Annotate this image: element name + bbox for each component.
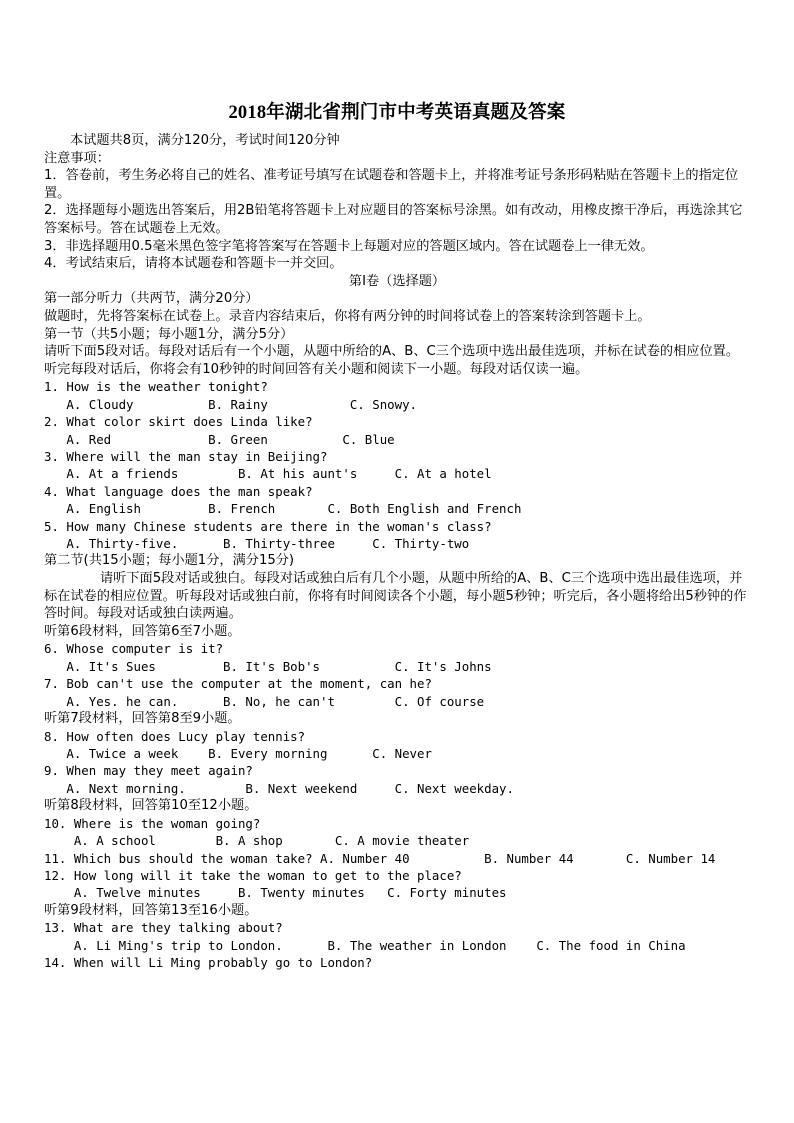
question-stem: 13. What are they talking about? xyxy=(44,920,283,936)
group-label: 听第9段材料，回答第13至16小题。 xyxy=(44,902,258,918)
question-stem: 6. Whose computer is it? xyxy=(44,641,224,657)
question-options: A. Yes. he can. B. No, he can't C. Of course xyxy=(44,693,485,709)
section2-group xyxy=(44,710,750,797)
section2-instruction: 请听下面5段对话或独白。每段对话或独白后有几个小题，从题中所给的A、B、C三个选项中选出最佳选项，并标在试卷的相应位置。听每段对话或独白前，你将有时间阅读各个小题，每小题5秒钟；听完后，各小题将给出5秒钟的作答时间。每段对话或独白读两遍。 xyxy=(44,570,747,622)
notice-item-4: 4．考试结束后，请将本试题卷和答题卡一并交回。 xyxy=(44,256,343,272)
question-options: A. Twelve minutes B. Twenty minutes C. Forty minutes xyxy=(44,885,507,901)
notice-label: 注意事项： xyxy=(44,150,110,166)
question-options: A. Next morning. B. Next weekend C. Next weekday. xyxy=(44,780,514,796)
question-stem: 2. What color skirt does Linda like? xyxy=(44,414,313,430)
section1-part1-instruction: 请听下面5段对话。每段对话后有一个小题，从题中所给的A、B、C三个选项中选出最佳选项，并标在试卷的相应位置。听完每段对话后，你将会有10秒钟的时间回答有关小题和阅读下一小题。每段对话仅读一遍。 xyxy=(44,344,740,377)
question-options: A. Twice a week B. Every morning C. Never xyxy=(44,745,432,761)
question-options: A. English B. French C. Both English and French xyxy=(44,501,522,517)
page-title: 2018年湖北省荆门市中考英语真题及答案 xyxy=(228,103,566,123)
group-label: 听第6段材料，回答第6至7小题。 xyxy=(44,623,241,639)
question-stem: 10. Where is the woman going? xyxy=(44,815,261,831)
question-options: A. Red B. Green C. Blue xyxy=(44,431,395,447)
question-options: A. At a friends B. At his aunt's C. At a hotel xyxy=(44,466,492,482)
question-stem: 12. How long will it take the woman to get to the place? xyxy=(44,868,462,883)
question-stem: 7. Bob can't use the computer at the moment, can he? xyxy=(44,676,432,692)
question-stem: 4. What language does the man speak? xyxy=(44,483,313,499)
question-stem: 8. How often does Lucy play tennis? xyxy=(44,728,306,744)
section1-instruction: 做题时，先将答案标在试卷上。录音内容结束后，你将有两分钟的时间将试卷上的答案转涂到答题卡上。 xyxy=(44,308,651,324)
section1-questions xyxy=(44,378,750,552)
section1-part1-heading: 第一节（共5小题；每小题1分，满分5分） xyxy=(44,326,294,342)
question-stem: 5. How many Chinese students are there in the woman's class? xyxy=(44,518,492,534)
section2-group xyxy=(44,797,750,902)
paper-part-heading: 第I卷（选择题） xyxy=(348,273,446,289)
group-label: 听第8段材料，回答第10至12小题。 xyxy=(44,798,258,814)
question-stem: 9. When may they meet again? xyxy=(44,763,253,779)
question-options: A. Cloudy B. Rainy C. Snowy. xyxy=(44,396,417,412)
section2-group xyxy=(44,623,750,710)
question-stem: 1. How is the weather tonight? xyxy=(44,379,268,395)
question-options: A. A school B. A shop C. A movie theater xyxy=(44,833,470,849)
section2-group xyxy=(44,902,750,972)
section1-heading: 第一部分听力（共两节，满分20分） xyxy=(44,291,259,307)
notice-item-1: 1．答卷前，考生务必将自己的姓名、准考证号填写在试题卷和答题卡上，并将准考证号条形码粘贴在答题卡上的指定位置。 xyxy=(44,168,739,201)
notice-item-2: 2．选择题每小题选出答案后，用2B铅笔将答题卡上对应题目的答案标号涂黑。如有改动，用橡皮擦干净后，再选涂其它答案标号。答在试题卷上无效。 xyxy=(44,203,743,236)
group-label: 听第7段材料，回答第8至9小题。 xyxy=(44,710,241,726)
question-options: A. Li Ming's trip to London. B. The weather in London C. The food in China xyxy=(44,937,686,953)
question-stem: 11. Which bus should the woman take? A. Number 40 B. Number 44 C. Number 14 xyxy=(44,850,716,866)
question-options: A. It's Sues B. It's Bob's C. It's Johns xyxy=(44,658,492,674)
question-stem: 14. When will Li Ming probably go to London? xyxy=(44,955,373,971)
section2-heading: 第二节(共15小题；每小题1分，满分15分) xyxy=(44,553,295,569)
exam-info-line: 本试题共8页，满分120分，考试时间120分钟 xyxy=(70,133,340,148)
question-options: A. Thirty-five. B. Thirty-three C. Thirty-two xyxy=(44,535,470,551)
question-stem: 3. Where will the man stay in Beijing? xyxy=(44,448,328,464)
notice-item-3: 3．非选择题用0.5毫米黑色签字笔将答案写在答题卡上每题对应的答题区域内。答在试题卷上一律无效。 xyxy=(44,238,654,254)
